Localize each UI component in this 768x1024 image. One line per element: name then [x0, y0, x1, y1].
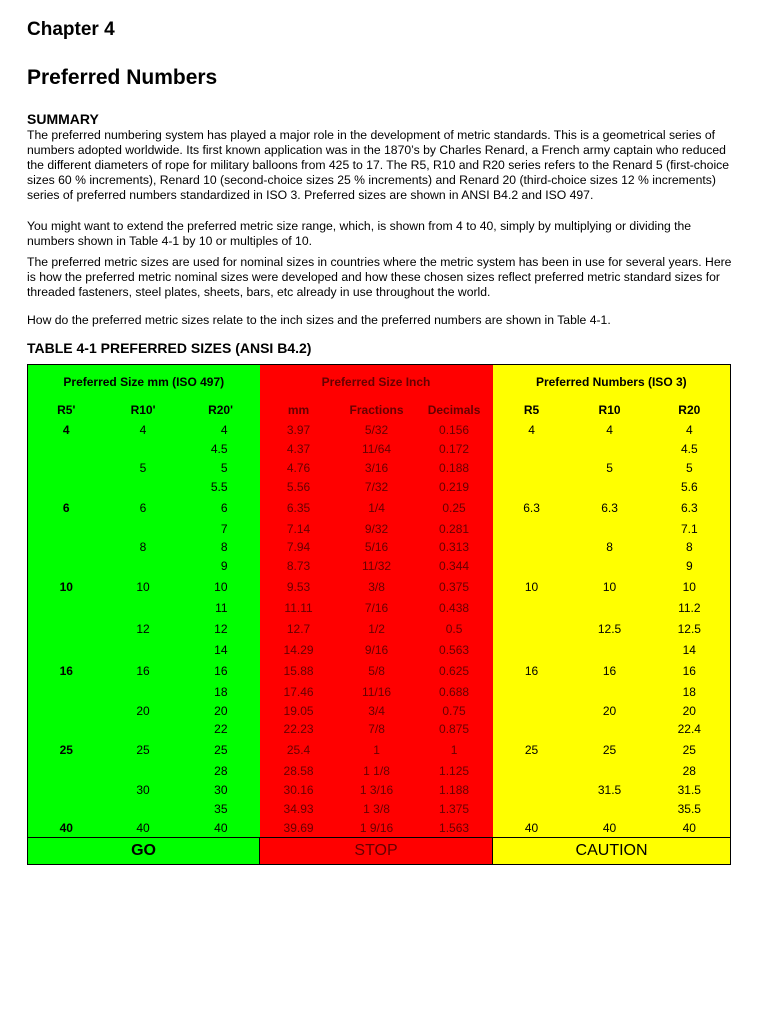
table-cell: 3/16	[338, 459, 416, 478]
table-row	[28, 538, 731, 557]
column-header: mm	[260, 399, 338, 421]
table-cell: 5	[105, 459, 182, 478]
table-cell: 22.4	[649, 720, 731, 739]
table-row	[28, 818, 731, 837]
table-cell: 5/16	[338, 538, 416, 557]
legend-row	[28, 837, 731, 864]
table-cell: 25	[182, 739, 260, 762]
table-cell: 9	[182, 557, 260, 576]
preferred-sizes-table	[27, 364, 731, 865]
table-cell: 20	[105, 701, 182, 720]
table-row	[28, 640, 731, 659]
table-cell: 11/32	[338, 557, 416, 576]
group-header-iso3: Preferred Numbers (ISO 3)	[493, 365, 731, 400]
table-row	[28, 781, 731, 800]
table-cell	[105, 762, 182, 781]
table-cell	[105, 799, 182, 818]
table-cell	[28, 459, 105, 478]
table-cell: 9/32	[338, 519, 416, 538]
table-cell	[493, 440, 571, 459]
table-cell: 20	[182, 701, 260, 720]
paragraph-extend: You might want to extend the preferred metric size range, which, is shown from 4 to 40, simply by multiplying or dividing the numbers shown in Table 4-1 by 10 or multiples of 10.	[27, 219, 692, 248]
table-cell: 18	[182, 682, 260, 701]
column-header: R20	[649, 399, 731, 421]
table-cell: 11	[182, 599, 260, 618]
table-cell	[28, 640, 105, 659]
table-cell: 1 3/16	[338, 781, 416, 800]
table-cell	[571, 440, 649, 459]
table-cell: 8	[182, 538, 260, 557]
table-cell	[105, 599, 182, 618]
table-cell: 1/4	[338, 496, 416, 519]
table-cell: 0.563	[416, 640, 493, 659]
table-row	[28, 459, 731, 478]
table-cell: 10	[571, 576, 649, 599]
table-cell: 0.375	[416, 576, 493, 599]
table-cell: 5	[649, 459, 731, 478]
table-row	[28, 519, 731, 538]
table-cell: 16	[493, 659, 571, 682]
table-cell	[105, 477, 182, 496]
table-cell: 0.281	[416, 519, 493, 538]
table-cell: 7/16	[338, 599, 416, 618]
table-cell: 1/2	[338, 617, 416, 640]
table-cell: 5/32	[338, 421, 416, 440]
table-cell: 6.3	[493, 496, 571, 519]
table-cell	[28, 477, 105, 496]
table-cell: 6	[105, 496, 182, 519]
table-cell: 4	[105, 421, 182, 440]
table-cell: 11/16	[338, 682, 416, 701]
table-cell: 9/16	[338, 640, 416, 659]
table-cell: 1.563	[416, 818, 493, 837]
group-header-iso497: Preferred Size mm (ISO 497)	[28, 365, 260, 400]
table-cell: 1 1/8	[338, 762, 416, 781]
column-header: R5'	[28, 399, 105, 421]
table-cell: 0.688	[416, 682, 493, 701]
table-cell	[493, 762, 571, 781]
table-cell	[493, 682, 571, 701]
table-cell	[105, 557, 182, 576]
column-header-row	[28, 399, 731, 421]
table-cell: 0.313	[416, 538, 493, 557]
table-cell: 22	[182, 720, 260, 739]
table-row	[28, 762, 731, 781]
table-cell	[571, 599, 649, 618]
table-cell	[493, 781, 571, 800]
table-cell: 30	[105, 781, 182, 800]
table-cell	[105, 720, 182, 739]
table-cell: 16	[182, 659, 260, 682]
table-cell: 11.11	[260, 599, 338, 618]
table-cell: 16	[28, 659, 105, 682]
table-cell	[105, 640, 182, 659]
table-cell	[493, 477, 571, 496]
table-cell: 12.5	[649, 617, 731, 640]
table-cell: 18	[649, 682, 731, 701]
table-cell: 1.375	[416, 799, 493, 818]
column-header: R5	[493, 399, 571, 421]
table-row	[28, 682, 731, 701]
table-row	[28, 496, 731, 519]
table-cell	[571, 799, 649, 818]
table-cell: 14	[182, 640, 260, 659]
table-cell	[28, 599, 105, 618]
table-cell: 15.88	[260, 659, 338, 682]
table-cell: 19.05	[260, 701, 338, 720]
table-cell: 10	[28, 576, 105, 599]
table-cell: 9.53	[260, 576, 338, 599]
table-row	[28, 799, 731, 818]
table-cell: 6	[28, 496, 105, 519]
table-cell: 9	[649, 557, 731, 576]
table-cell	[28, 617, 105, 640]
table-cell: 20	[649, 701, 731, 720]
table-cell: 28.58	[260, 762, 338, 781]
table-cell: 40	[182, 818, 260, 837]
table-cell	[28, 701, 105, 720]
table-cell: 30	[182, 781, 260, 800]
table-cell: 28	[182, 762, 260, 781]
table-cell: 6.35	[260, 496, 338, 519]
table-cell	[493, 799, 571, 818]
table-title: TABLE 4-1 PREFERRED SIZES (ANSI B4.2)	[27, 340, 312, 356]
table-cell: 0.5	[416, 617, 493, 640]
table-cell: 35	[182, 799, 260, 818]
table-cell	[28, 538, 105, 557]
table-cell: 40	[649, 818, 731, 837]
table-cell: 16	[649, 659, 731, 682]
column-header: R10	[571, 399, 649, 421]
table-cell	[571, 682, 649, 701]
table-cell: 6.3	[571, 496, 649, 519]
table-cell	[28, 519, 105, 538]
table-cell: 4	[28, 421, 105, 440]
table-cell: 8	[649, 538, 731, 557]
table-cell: 40	[493, 818, 571, 837]
table-cell: 1.125	[416, 762, 493, 781]
table-cell: 40	[28, 818, 105, 837]
table-cell: 1	[338, 739, 416, 762]
table-cell: 39.69	[260, 818, 338, 837]
table-row	[28, 477, 731, 496]
table-cell: 4	[182, 421, 260, 440]
table-row	[28, 701, 731, 720]
table-cell: 14	[649, 640, 731, 659]
table-cell: 7	[182, 519, 260, 538]
table-cell	[28, 682, 105, 701]
table-cell: 12.7	[260, 617, 338, 640]
table-cell: 40	[105, 818, 182, 837]
group-header-row	[28, 365, 731, 400]
column-header: R20'	[182, 399, 260, 421]
table-cell	[571, 762, 649, 781]
table-cell: 1 3/8	[338, 799, 416, 818]
table-cell: 4	[493, 421, 571, 440]
legend-go: GO	[28, 837, 260, 864]
page-title: Preferred Numbers	[27, 66, 218, 89]
table-cell: 11/64	[338, 440, 416, 459]
table-cell: 5	[182, 459, 260, 478]
table-cell: 16	[571, 659, 649, 682]
table-cell: 7.1	[649, 519, 731, 538]
paragraph-relation: How do the preferred metric sizes relate to the inch sizes and the preferred numbers are shown in Table 4-1.	[27, 313, 611, 327]
table-row	[28, 659, 731, 682]
table-cell: 10	[182, 576, 260, 599]
table-cell: 8	[571, 538, 649, 557]
table-cell: 25	[649, 739, 731, 762]
table-cell: 25	[105, 739, 182, 762]
table-cell: 0.438	[416, 599, 493, 618]
table-cell: 10	[493, 576, 571, 599]
table-cell	[493, 617, 571, 640]
table-cell: 34.93	[260, 799, 338, 818]
table-cell: 1.188	[416, 781, 493, 800]
group-header-inch: Preferred Size Inch	[260, 365, 493, 400]
table-row	[28, 421, 731, 440]
column-header: R10'	[105, 399, 182, 421]
table-cell: 5	[571, 459, 649, 478]
table-cell: 0.344	[416, 557, 493, 576]
table-cell: 16	[105, 659, 182, 682]
table-row	[28, 599, 731, 618]
table-row	[28, 576, 731, 599]
table-cell: 3/8	[338, 576, 416, 599]
table-cell: 1 9/16	[338, 818, 416, 837]
table-cell: 4.5	[182, 440, 260, 459]
table-cell	[493, 701, 571, 720]
table-cell: 3.97	[260, 421, 338, 440]
table-cell: 31.5	[571, 781, 649, 800]
table-cell: 10	[649, 576, 731, 599]
table-cell	[493, 519, 571, 538]
table-cell: 12	[182, 617, 260, 640]
table-cell	[105, 682, 182, 701]
table-cell: 0.25	[416, 496, 493, 519]
table-cell	[493, 599, 571, 618]
table-cell: 5.6	[649, 477, 731, 496]
paragraph-history: The preferred numbering system has played a major role in the development of metric standards. This is a geometrical series of numbers adopted worldwide. Its first known application was in the 1870’s by Charles Renard, a French army captain who reduced the different diameters of rope for military balloons from 425 to 17. The R5, R10 and R20 series refers to the Renard 5 (first-choice sizes 60 % increments), Renard 10 (second-choice sizes 25 % increments) and Renard 20 (third-choice sizes 12 % increments) series of preferred numbers standardized in ISO 3. Preferred sizes are shown in ANSI B4.2 and ISO 497.	[27, 128, 730, 202]
legend-caution: CAUTION	[493, 837, 731, 864]
table-cell: 35.5	[649, 799, 731, 818]
table-cell	[571, 477, 649, 496]
table-cell: 4	[649, 421, 731, 440]
table-cell: 0.75	[416, 701, 493, 720]
column-header: Fractions	[338, 399, 416, 421]
table-cell: 22.23	[260, 720, 338, 739]
table-cell	[571, 720, 649, 739]
table-cell: 30.16	[260, 781, 338, 800]
paragraph-usage: The preferred metric sizes are used for nominal sizes in countries where the metric system has been in use for several years. Here is how the preferred metric nominal sizes were developed and how these chosen sizes reflect preferred metric standard sizes for threaded fasteners, steel plates, sheets, bars, etc already in use throughout the world.	[27, 255, 732, 299]
table-cell: 28	[649, 762, 731, 781]
table-row	[28, 557, 731, 576]
table-cell: 5.5	[182, 477, 260, 496]
table-cell: 0.188	[416, 459, 493, 478]
table-cell: 4.5	[649, 440, 731, 459]
table-cell: 5/8	[338, 659, 416, 682]
table-cell: 7.94	[260, 538, 338, 557]
table-cell: 0.875	[416, 720, 493, 739]
table-cell: 14.29	[260, 640, 338, 659]
table-cell	[493, 459, 571, 478]
chapter-label: Chapter 4	[27, 19, 115, 40]
table-cell: 25.4	[260, 739, 338, 762]
table-cell: 8.73	[260, 557, 338, 576]
table-cell: 6.3	[649, 496, 731, 519]
table-cell: 0.625	[416, 659, 493, 682]
table-row	[28, 617, 731, 640]
table-cell: 31.5	[649, 781, 731, 800]
table-row	[28, 440, 731, 459]
table-cell	[571, 640, 649, 659]
table-cell: 10	[105, 576, 182, 599]
table-cell: 12.5	[571, 617, 649, 640]
table-cell	[105, 519, 182, 538]
table-cell	[28, 720, 105, 739]
table-cell: 1	[416, 739, 493, 762]
table-cell: 11.2	[649, 599, 731, 618]
table-cell: 8	[105, 538, 182, 557]
table-cell: 4	[571, 421, 649, 440]
table-cell	[28, 781, 105, 800]
table-cell: 7/8	[338, 720, 416, 739]
table-cell	[571, 519, 649, 538]
table-row	[28, 739, 731, 762]
table-cell	[28, 557, 105, 576]
table-cell	[571, 557, 649, 576]
table-cell: 25	[28, 739, 105, 762]
table-cell: 4.37	[260, 440, 338, 459]
table-cell: 7.14	[260, 519, 338, 538]
table-cell	[493, 640, 571, 659]
table-cell: 7/32	[338, 477, 416, 496]
legend-stop: STOP	[260, 837, 493, 864]
table-cell	[493, 538, 571, 557]
column-header: Decimals	[416, 399, 493, 421]
table-cell	[28, 762, 105, 781]
table-row	[28, 720, 731, 739]
table-cell: 3/4	[338, 701, 416, 720]
table-cell: 6	[182, 496, 260, 519]
table-cell: 25	[571, 739, 649, 762]
table-cell: 0.219	[416, 477, 493, 496]
table-cell: 40	[571, 818, 649, 837]
table-cell	[493, 557, 571, 576]
table-cell: 12	[105, 617, 182, 640]
table-cell	[105, 440, 182, 459]
summary-heading: SUMMARY	[27, 111, 99, 127]
table-cell	[28, 440, 105, 459]
table-cell: 0.172	[416, 440, 493, 459]
table-cell	[28, 799, 105, 818]
table-cell: 5.56	[260, 477, 338, 496]
table-cell: 25	[493, 739, 571, 762]
table-cell: 20	[571, 701, 649, 720]
table-cell: 0.156	[416, 421, 493, 440]
table-cell	[493, 720, 571, 739]
table-cell: 17.46	[260, 682, 338, 701]
table-cell: 4.76	[260, 459, 338, 478]
